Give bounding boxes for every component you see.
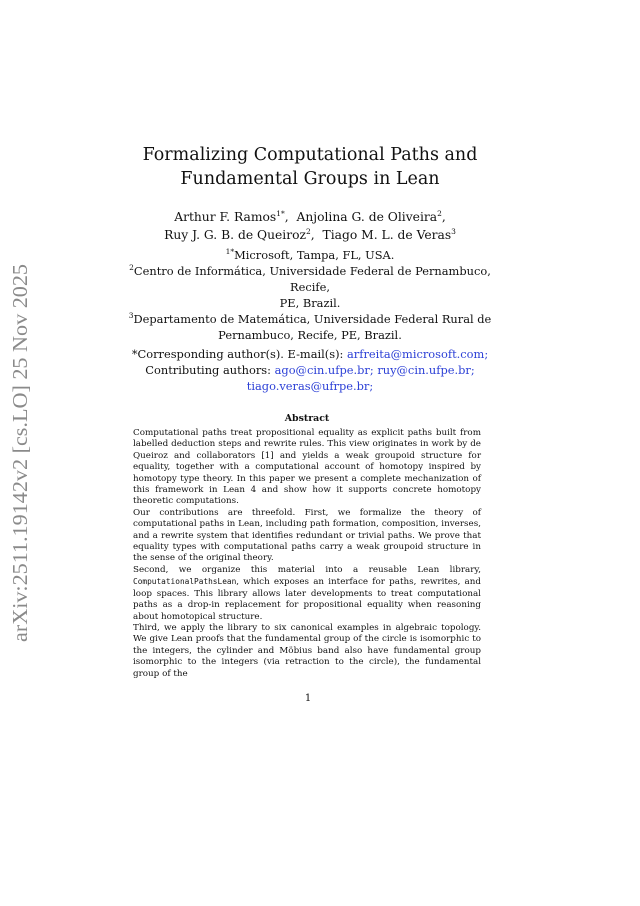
arxiv-stamp [3, 262, 37, 642]
arxiv-stamp-svg [3, 262, 37, 642]
contributing-authors-label: Contributing authors: [145, 363, 271, 377]
abstract-paragraph-3 [133, 565, 481, 623]
page-number: 1 [304, 693, 312, 704]
affiliation-3-line-2: Pernambuco, Recife, PE, Brazil. [218, 328, 402, 342]
abstract-paragraph-3-lead: Second, we organize this material into a reusable Lean library, [133, 564, 481, 575]
author-3-affil-mark: 2 [305, 227, 311, 236]
author-4-affil-mark: 3 [451, 227, 456, 236]
email-link-ago[interactable]: ago@cin.ufpe.br; [274, 363, 374, 377]
corresponding-author-line [120, 346, 500, 362]
abstract-paragraph-1: Computational paths treat propositional equality as explicit paths built from labelled deduction steps and rewrite rules. This view originates in work by de Queiroz and collaborators [1] and yields a weak groupoid structure for equality, together with a computational account of homotopy inspired by homotopy type theory. In this paper we present a complete mechanization of this framework in Lean 4 and show how it supports concrete homotopy theoretic computations. [133, 428, 481, 507]
corresponding-author-label: *Corresponding author(s). E-mail(s): [131, 347, 344, 361]
arxiv-stamp-text: arXiv:2511.19142v2 [cs.LO] 25 Nov 2025 [8, 283, 32, 642]
corresponding-email-link[interactable]: arfreita@microsoft.com; [347, 347, 489, 361]
affiliation-2-line-2: PE, Brazil. [279, 296, 341, 310]
library-name-code: ComputationalPathsLean [133, 577, 237, 587]
contact-block [120, 346, 500, 394]
author-4: Tiago M. L. de Veras [322, 228, 452, 242]
abstract-heading: Abstract [284, 413, 330, 424]
title-line-1: Formalizing Computational Paths and [142, 145, 478, 165]
author-2-affil-mark: 2 [437, 209, 442, 218]
affiliation-1 [110, 247, 510, 263]
author-2: Anjolina G. de Oliveira [296, 210, 438, 224]
author-1: Arthur F. Ramos [174, 210, 277, 224]
abstract-paragraph-2: Our contributions are threefold. First, we formalize the theory of computational paths in Lean, including path formation, composition, inverses, and a rewrite system that identifies redundant or trivial paths. We prove that equality types with computational paths carry a weak groupoid structure in the sense of the original theory. [133, 507, 481, 564]
affiliation-3 [110, 311, 510, 327]
affiliation-3-line-1: Departamento de Matemática, Universidade Federal Rural de [133, 312, 492, 326]
affiliation-1-mark: 1* [225, 247, 235, 256]
email-link-tiago[interactable]: tiago.veras@ufrpe.br; [246, 379, 374, 393]
affiliation-3-mark: 3 [128, 311, 134, 320]
abstract-paragraph-3-rest: , which exposes an interface for paths, rewrites, and loop spaces. This library allows later developments to treat computational paths as a drop-in replacement for propositional equality when reasoning about homotopical structure. [133, 577, 481, 622]
author-3: Ruy J. G. B. de Queiroz [164, 228, 306, 242]
contributing-authors-line-2 [120, 378, 500, 394]
affiliation-2-line-1: Centro de Informática, Universidade Federal de Pernambuco, Recife, [133, 264, 491, 294]
paper-title [120, 143, 500, 191]
contributing-authors-line [120, 362, 500, 378]
affiliation-1-text: Microsoft, Tampa, FL, USA. [234, 248, 395, 262]
affiliation-list [110, 247, 510, 343]
title-line-2: Fundamental Groups in Lean [180, 169, 440, 189]
email-link-ruy[interactable]: ruy@cin.ufpe.br; [377, 363, 475, 377]
affiliation-2 [110, 263, 510, 295]
abstract-body [133, 428, 481, 680]
affiliation-2-mark: 2 [129, 263, 134, 272]
abstract-paragraph-4: Third, we apply the library to six canonical examples in algebraic topology. We give Lean proofs that the fundamental group of the circle is isomorphic to the integers, the cylinder and Möbius band also have fundamental group isomorphic to the integers (via retraction to the circle), the fundamental group of the [133, 622, 481, 679]
author-1-affil-mark: 1* [276, 209, 285, 218]
author-list: Arthur F. Ramos$^{1*}$, Anjolina G. de Oliveira$^2$, Ruy J. G. B. de Queiroz$^2$, Tiago M. L. de Veras$^3$ [164, 209, 456, 242]
